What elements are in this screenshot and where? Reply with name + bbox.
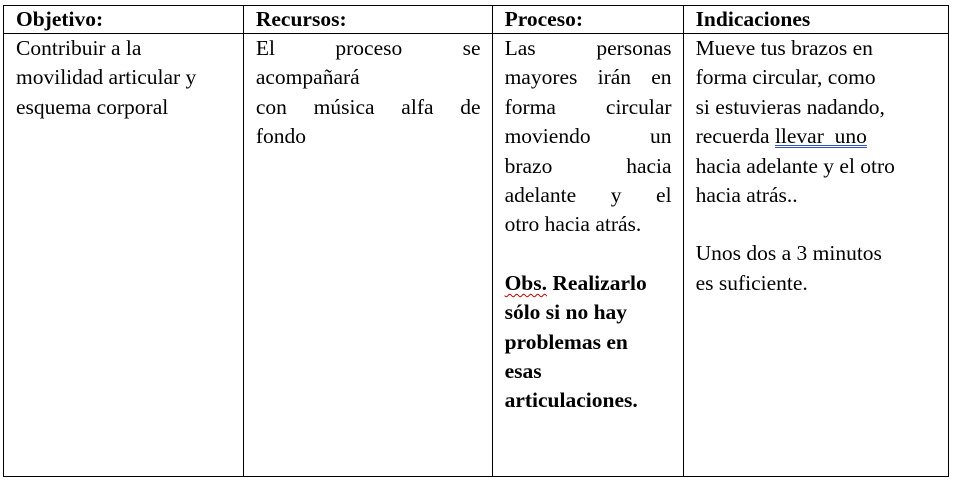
- objetivo-line: Contribuir a la: [16, 36, 142, 60]
- indicaciones-line: es suficiente.: [695, 270, 808, 295]
- grammar-flagged-phrase: llevar uno: [774, 124, 867, 149]
- header-indicaciones: Indicaciones: [683, 6, 948, 34]
- header-row: [4, 6, 949, 34]
- blank-line: [696, 210, 937, 239]
- indicaciones-line: Mueve tus brazos en: [695, 36, 873, 60]
- cell-indicaciones: [683, 34, 948, 477]
- recursos-line: El proceso se: [255, 36, 481, 60]
- content-row: [4, 34, 949, 477]
- activity-table: [3, 5, 949, 477]
- proceso-line: brazo hacia: [504, 153, 672, 178]
- spelling-flagged-word: Obs.: [504, 270, 548, 295]
- observation-line: problemas en: [504, 329, 628, 354]
- observation-line: articulaciones.: [504, 388, 638, 413]
- indicaciones-line: hacia adelante y el otro: [695, 153, 895, 178]
- cell-objetivo: [4, 34, 244, 477]
- observation-note: [505, 269, 672, 298]
- cell-proceso: [492, 34, 683, 477]
- recursos-line: con música alfa de: [255, 94, 481, 119]
- proceso-line: adelante y el: [504, 183, 672, 208]
- proceso-line: Las personas: [504, 36, 672, 60]
- cell-recursos: [243, 34, 492, 477]
- indicaciones-line: Unos dos a 3 minutos: [695, 241, 882, 266]
- recursos-line: acompañará: [255, 65, 360, 90]
- proceso-line: otro hacia atrás.: [504, 212, 642, 237]
- objetivo-line: esquema corporal: [16, 94, 169, 119]
- observation-line: sólo si no hay: [504, 300, 628, 325]
- header-proceso: Proceso:: [492, 6, 683, 34]
- observation-text: Realizarlo: [547, 270, 647, 295]
- recursos-line: fondo: [255, 124, 307, 149]
- observation-line: esas: [504, 359, 542, 384]
- header-objetivo: Objetivo:: [4, 6, 244, 34]
- objetivo-line: movilidad articular y: [16, 65, 197, 90]
- blank-line: [505, 240, 672, 269]
- proceso-line: moviendo un: [504, 124, 672, 149]
- indicaciones-text: recuerda: [695, 124, 775, 149]
- proceso-line: mayores irán en: [504, 65, 672, 90]
- indicaciones-line: forma circular, como: [695, 65, 876, 90]
- indicaciones-line: [696, 122, 937, 151]
- indicaciones-line: si estuvieras nadando,: [695, 94, 885, 119]
- header-recursos: Recursos:: [243, 6, 492, 34]
- proceso-line: forma circular: [504, 94, 672, 119]
- indicaciones-line: hacia atrás..: [695, 183, 798, 208]
